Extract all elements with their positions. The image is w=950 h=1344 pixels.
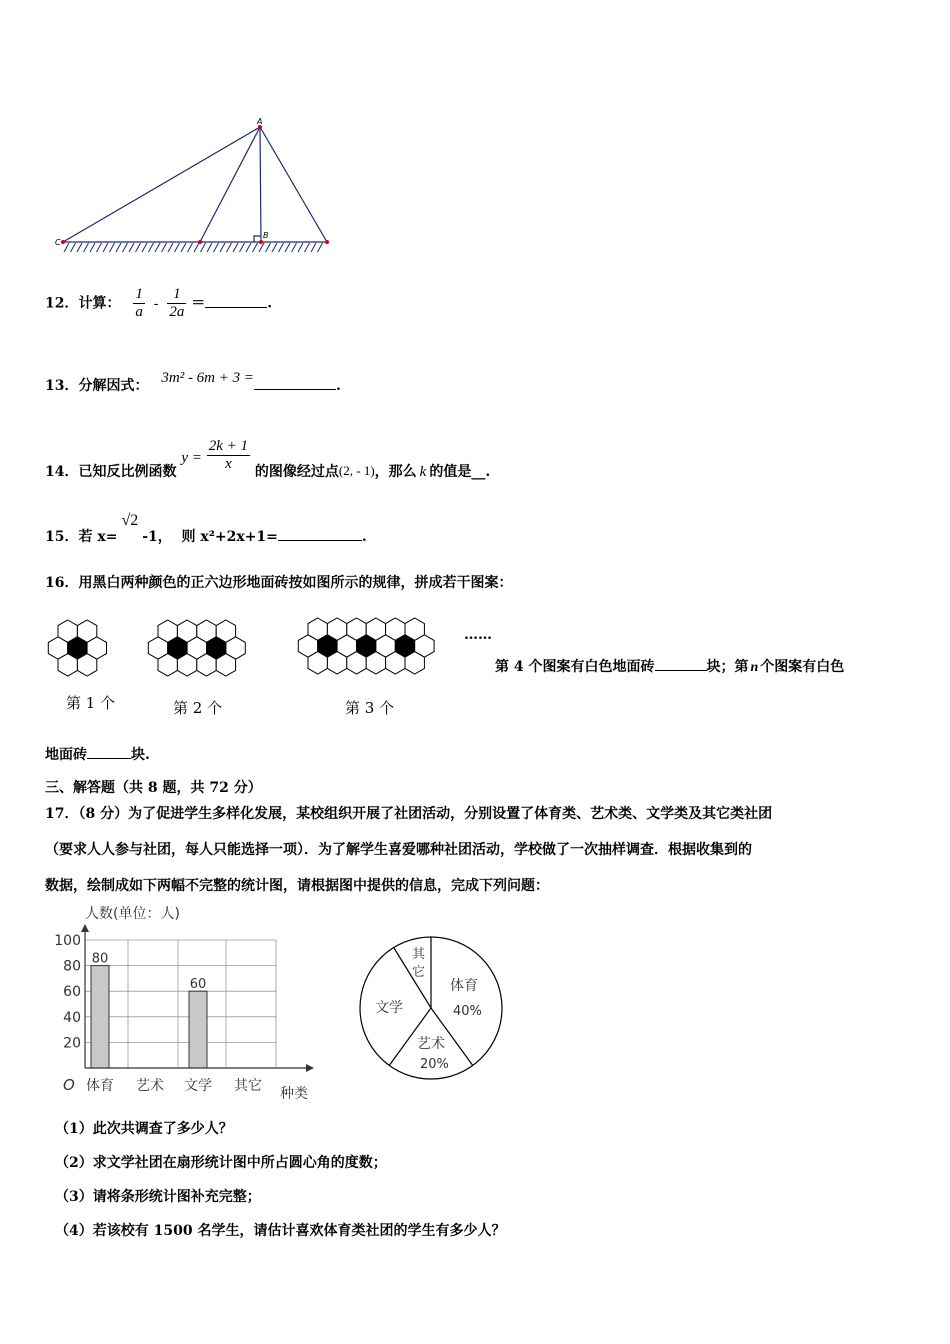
- q12-end: .: [267, 295, 273, 312]
- q15-number: 15．: [45, 529, 79, 545]
- bar-ytick-label: 60: [63, 984, 81, 1001]
- hatch-line: [305, 243, 310, 252]
- pie-chart: [355, 920, 515, 1090]
- hatch-line: [253, 243, 258, 252]
- point-c: [61, 240, 65, 244]
- hatch-line: [207, 243, 212, 252]
- q16-n: n: [750, 660, 759, 675]
- q16-text-d: 地面砖: [45, 747, 87, 763]
- q17-sub-4: （4）若该校有 1500 名学生，请估计喜欢体育类社团的学生有多少人？: [55, 1223, 506, 1239]
- q12-prompt: 计算：: [78, 295, 121, 312]
- hatch-line: [84, 243, 89, 252]
- hatch-line: [142, 243, 147, 252]
- bar-2: [189, 991, 207, 1068]
- q17-number: 17．: [45, 806, 79, 822]
- q17-sub-2: （2）求文学社团在扇形统计图中所占圆心角的度数；: [55, 1155, 387, 1171]
- bar-ytick-label: 100: [54, 933, 81, 949]
- white-hex-tile: [77, 654, 96, 676]
- white-hex-tile: [158, 654, 177, 676]
- q15-tail1: -1，: [142, 529, 172, 545]
- hatch-line: [123, 243, 128, 252]
- q14-number: 14．: [45, 463, 79, 480]
- hatch-line: [214, 243, 219, 252]
- hexagon-patterns: [40, 600, 500, 690]
- q12-den2: 2a: [169, 304, 185, 320]
- bar-chart-origin: O: [63, 1076, 75, 1094]
- hexagon-tiles: [48, 618, 434, 676]
- q14-denominator: x: [225, 456, 232, 472]
- q12-answer-blank[interactable]: [205, 293, 267, 308]
- triangle-figure: [55, 115, 345, 260]
- hatch-line: [181, 243, 186, 252]
- hatch-line: [194, 243, 199, 252]
- hatch-line: [279, 243, 284, 252]
- bar-0: [91, 966, 109, 1068]
- hatch-line: [162, 243, 167, 252]
- hatch-line: [168, 243, 173, 252]
- q14-fraction: [207, 438, 250, 473]
- white-hex-tile: [386, 652, 405, 674]
- bar-chart: [38, 900, 328, 1105]
- question-15: [45, 510, 367, 545]
- pie-label-art: 艺术: [417, 1036, 445, 1052]
- q16-prompt: 用黑白两种颜色的正六边形地面砖按如图所示的规律，拼成若干图案：: [78, 575, 513, 591]
- q12-den1: a: [135, 304, 143, 320]
- q14-point: (2, - 1): [338, 462, 375, 478]
- bar-xtick-label: 体育: [86, 1078, 114, 1094]
- hatch-line: [77, 243, 82, 252]
- white-hex-tile: [216, 654, 235, 676]
- bar-chart-xticks: [86, 1077, 262, 1094]
- question-14: [45, 428, 491, 480]
- q13-end: .: [336, 378, 341, 394]
- q16-ellipsis: ……: [464, 627, 492, 643]
- q15-end: .: [361, 529, 367, 545]
- bar-ytick-label: 80: [63, 958, 81, 975]
- bar-chart-bars: [91, 952, 207, 1068]
- pattern-2-caption: 第 2 个: [173, 699, 223, 717]
- q14-k: k: [419, 463, 427, 480]
- q12-number: 12．: [45, 295, 79, 312]
- q17-text-3: 数据，绘制成如下两幅不完整的统计图，请根据图中提供的信息，完成下列问题：: [45, 878, 549, 894]
- hatch-line: [155, 243, 160, 252]
- bar-xtick-label: 文学: [184, 1078, 212, 1094]
- hatch-line: [318, 243, 323, 252]
- bar-xtick-label: 其它: [234, 1078, 262, 1094]
- hatch-line: [71, 243, 76, 252]
- q14-numerator: 2k + 1: [208, 438, 249, 454]
- q15-tail2: 则 x²+2x+1=: [181, 529, 278, 545]
- question-17: [45, 796, 905, 904]
- question-13: [45, 370, 341, 395]
- q16-continuation: [45, 744, 150, 764]
- ground-hatching: [64, 243, 323, 252]
- label-b: B: [263, 231, 269, 240]
- pie-label-other-1: 其: [412, 947, 426, 962]
- hatch-line: [116, 243, 121, 252]
- hatch-line: [90, 243, 95, 252]
- bar-chart-yticks: [54, 933, 81, 1051]
- white-hex-tile: [197, 654, 216, 676]
- pattern-3-caption: 第 3 个: [345, 699, 395, 717]
- pattern-1-caption: 第 1 个: [66, 694, 116, 712]
- q13-answer-blank[interactable]: [254, 375, 336, 390]
- q17-sub-1: （1）此次共调查了多少人？: [55, 1121, 233, 1137]
- q13-prompt: 分解因式：: [78, 378, 149, 394]
- label-a: A: [257, 117, 263, 126]
- bar-ytick-label: 20: [63, 1035, 81, 1052]
- pie-label-art-pct: 20%: [420, 1057, 449, 1072]
- hatch-line: [233, 243, 238, 252]
- q12-num1: 1: [135, 286, 143, 302]
- q14-prompt: 已知反比例函数: [78, 463, 177, 480]
- q14-y-equals: y =: [181, 449, 202, 466]
- pie-label-other-2: 它: [412, 965, 426, 980]
- q12-minus: -: [153, 295, 159, 312]
- segment-ab: [260, 127, 261, 242]
- bar-ytick-label: 40: [63, 1009, 81, 1026]
- hatch-line: [259, 243, 264, 252]
- q17-text-1: 为了促进学生多样化发展，某校组织开展了社团活动，分别设置了体育类、艺术类、文学类及其它类社团: [128, 806, 773, 822]
- hatch-line: [175, 243, 180, 252]
- hatch-line: [292, 243, 297, 252]
- q16-text-right: [495, 656, 844, 676]
- pie-label-literature: 文学: [375, 1000, 403, 1016]
- q15-answer-blank[interactable]: [278, 526, 362, 541]
- question-12: [45, 286, 272, 321]
- q17-text-2: （要求人人参与社团，每人只能选择一项）．为了解学生喜爱哪种社团活动，学校做了一次抽样调查．根据收集到的: [45, 842, 752, 858]
- q14-middle: 的图像经过点: [254, 463, 339, 480]
- bar-chart-xlabel: 种类: [280, 1086, 308, 1102]
- hatch-line: [227, 243, 232, 252]
- hatch-line: [129, 243, 134, 252]
- pie-label-sports-pct: 40%: [453, 1004, 482, 1019]
- q17-score: （8 分）: [78, 806, 129, 822]
- white-hex-tile: [308, 652, 327, 674]
- white-hex-tile: [58, 654, 77, 676]
- bar-chart-ylabel: 人数(单位：人): [85, 906, 180, 922]
- hatch-line: [149, 243, 154, 252]
- q16-number: 16．: [45, 575, 79, 591]
- q15-prompt: 若 x=: [78, 529, 118, 545]
- q12-num2: 1: [173, 286, 181, 302]
- label-c: C: [55, 238, 61, 247]
- white-hex-tile: [405, 652, 424, 674]
- q12-fraction-2: [167, 286, 186, 321]
- bar-xtick-label: 艺术: [136, 1078, 164, 1094]
- hatch-line: [103, 243, 108, 252]
- q14-after: ，那么: [374, 463, 417, 480]
- hatch-line: [136, 243, 141, 252]
- point-b: [259, 240, 263, 244]
- q14-tail: 的值是__.: [429, 463, 491, 480]
- y-axis-arrow-icon: [81, 924, 89, 932]
- bar-chart-grid: [85, 940, 276, 1068]
- q16-text-e: 块.: [131, 747, 150, 763]
- hatch-line: [201, 243, 206, 252]
- hatch-line: [298, 243, 303, 252]
- hatch-line: [110, 243, 115, 252]
- white-hex-tile: [366, 652, 385, 674]
- hatch-line: [272, 243, 277, 252]
- hatch-line: [97, 243, 102, 252]
- hatch-line: [246, 243, 251, 252]
- hatch-line: [220, 243, 225, 252]
- q16-text-b: 块；第: [706, 659, 749, 675]
- point-end: [325, 240, 329, 244]
- q17-sub-3: （3）请将条形统计图补充完整；: [55, 1189, 261, 1205]
- q13-number: 13．: [45, 378, 79, 394]
- hatch-line: [266, 243, 271, 252]
- q16-text-c: 个图案有白色: [760, 659, 845, 675]
- question-16: [45, 572, 512, 592]
- white-hex-tile: [177, 654, 196, 676]
- white-hex-tile: [327, 652, 346, 674]
- hatch-line: [240, 243, 245, 252]
- q12-equals: ＝: [191, 295, 206, 312]
- white-hex-tile: [347, 652, 366, 674]
- bar-data-label: 80: [91, 951, 109, 967]
- point-mid: [198, 240, 202, 244]
- pie-label-sports: 体育: [450, 978, 478, 994]
- q13-expression: 3m² - 6m + 3 =: [161, 370, 255, 386]
- hatch-line: [311, 243, 316, 252]
- hatch-line: [188, 243, 193, 252]
- segment-a-right: [260, 127, 327, 242]
- hatch-line: [64, 243, 69, 252]
- q15-sqrt: √2: [121, 512, 139, 529]
- x-axis-arrow-icon: [306, 1064, 314, 1072]
- bar-data-label: 60: [189, 977, 207, 993]
- section-title: 三、解答题（共 8 题，共 72 分）: [45, 780, 262, 796]
- q16-blank-2[interactable]: [87, 744, 131, 759]
- q12-fraction-1: [133, 286, 145, 321]
- q16-blank-1[interactable]: [655, 656, 707, 671]
- q16-text-a: 第 4 个图案有白色地面砖: [495, 659, 655, 675]
- hatch-line: [285, 243, 290, 252]
